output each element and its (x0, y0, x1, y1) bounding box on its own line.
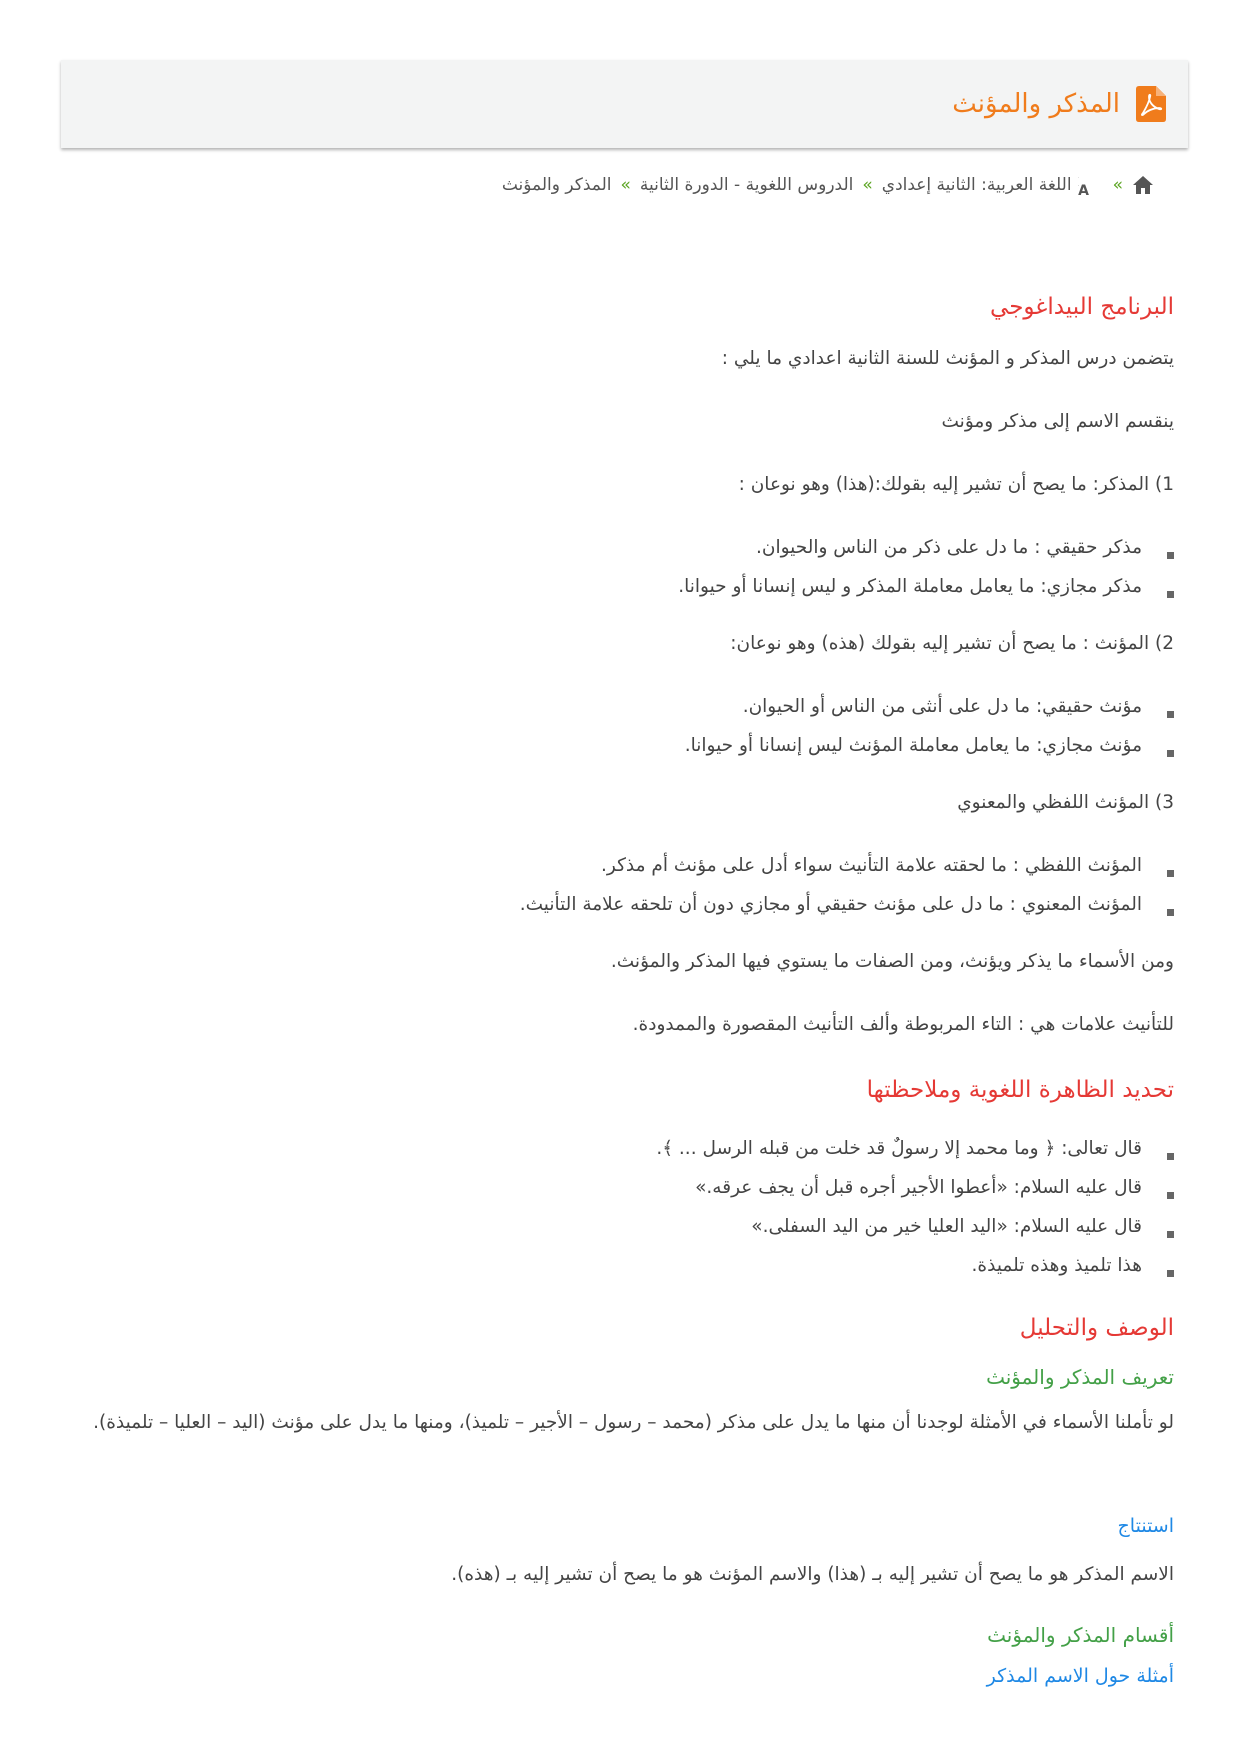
paragraph-analysis: لو تأملنا الأسماء في الأمثلة لوجدنا أن منها ما يدل على مذكر (محمد – رسول – الأجير – تلميذ)، ومنها ما يدل على مؤنث (اليد – العليا – تلميذة). (93, 1412, 1174, 1433)
translate-icon (1078, 173, 1104, 197)
svg-text:A: A (1077, 183, 1089, 197)
paragraph-feminine-definition: 2) المؤنث : ما يصح أن تشير إليه بقولك (هذه) وهو نوعان: (730, 633, 1174, 654)
paragraph-feminine-markers: للتأنيث علامات هي : التاء المربوطة وألف التأنيث المقصورة والممدودة. (632, 1014, 1174, 1035)
bullet-icon (1167, 552, 1174, 559)
list-item: المؤنث اللفظي : ما لحقته علامة التأنيث سواء أدل على مؤنث أم مذكر. (601, 855, 1142, 876)
subheading-examples-link[interactable]: أمثلة حول الاسم المذكر (986, 1665, 1174, 1687)
bullet-icon (1167, 1231, 1174, 1238)
heading-pedagogical-program: البرنامج البيداغوجي (990, 294, 1174, 320)
subheading-definition: تعريف المذكر والمؤنث (986, 1365, 1174, 1389)
breadcrumb-item-current: المذكر والمؤنث (501, 175, 612, 195)
paragraph-masculine-definition: 1) المذكر: ما يصح أن تشير إليه بقولك:(هذا) وهو نوعان : (738, 474, 1174, 495)
pdf-icon[interactable] (1136, 86, 1166, 122)
bullet-icon (1167, 909, 1174, 916)
paragraph-lexical-semantic: 3) المؤنث اللفظي والمعنوي (957, 792, 1174, 813)
paragraph-conclusion: الاسم المذكر هو ما يصح أن تشير إليه بـ (هذا) والاسم المؤنث هو ما يصح أن تشير إليه بـ (هذه). (451, 1564, 1174, 1585)
subheading-categories[interactable]: أقسام المذكر والمؤنث (987, 1623, 1174, 1647)
breadcrumb-item-subcategory[interactable]: الدروس اللغوية - الدورة الثانية (639, 175, 854, 195)
list-item: المؤنث المعنوي : ما دل على مؤنث حقيقي أو مجازي دون أن تلحقه علامة التأنيث. (519, 894, 1142, 915)
list-item: قال تعالى: ﴿ وما محمد إلا رسولٌ قد خلت من قبله الرسل ... ﴾. (656, 1138, 1142, 1159)
list-item: قال عليه السلام: «اليد العليا خير من اليد السفلى.» (751, 1216, 1142, 1237)
bullet-icon (1167, 591, 1174, 598)
paragraph-common-gender: ومن الأسماء ما يذكر ويؤنث، ومن الصفات ما يستوي فيها المذكر والمؤنث. (610, 951, 1174, 972)
heading-identify-phenomenon: تحديد الظاهرة اللغوية وملاحظتها (866, 1077, 1174, 1103)
list-item: مؤنث مجازي: ما يعامل معاملة المؤنث ليس إنسانا أو حيوانا. (684, 735, 1142, 756)
paragraph-intro: يتضمن درس المذكر و المؤنث للسنة الثانية اعدادي ما يلي : (721, 348, 1174, 369)
list-item: قال عليه السلام: «أعطوا الأجير أجره قبل أن يجف عرقه.» (695, 1177, 1142, 1198)
list-item: مذكر حقيقي : ما دل على ذكر من الناس والحيوان. (756, 537, 1142, 558)
breadcrumb-item-category[interactable]: اللغة العربية: الثانية إعدادي (881, 175, 1072, 195)
title-bar (61, 60, 1188, 148)
bullet-icon (1167, 1192, 1174, 1199)
bullet-icon (1167, 870, 1174, 877)
page-title: المذكر والمؤنث (952, 89, 1120, 119)
bullet-icon (1167, 1153, 1174, 1160)
list-item: مؤنث حقيقي: ما دل على أنثى من الناس أو الحيوان. (742, 696, 1142, 717)
breadcrumb (502, 168, 1154, 202)
bullet-icon (1167, 711, 1174, 718)
breadcrumb-separator: » (1112, 175, 1123, 195)
breadcrumb-separator: » (620, 175, 631, 195)
heading-description-analysis: الوصف والتحليل (1019, 1315, 1174, 1341)
subheading-conclusion: استنتاج (1117, 1515, 1174, 1537)
list-item: هذا تلميذ وهذه تلميذة. (971, 1255, 1142, 1276)
paragraph-noun-division: ينقسم الاسم إلى مذكر ومؤنث (941, 411, 1174, 432)
home-icon[interactable] (1132, 175, 1154, 195)
bullet-icon (1167, 1270, 1174, 1277)
list-item: مذكر مجازي: ما يعامل معاملة المذكر و ليس إنسانا أو حيوانا. (678, 576, 1142, 597)
breadcrumb-separator: » (862, 175, 873, 195)
bullet-icon (1167, 750, 1174, 757)
